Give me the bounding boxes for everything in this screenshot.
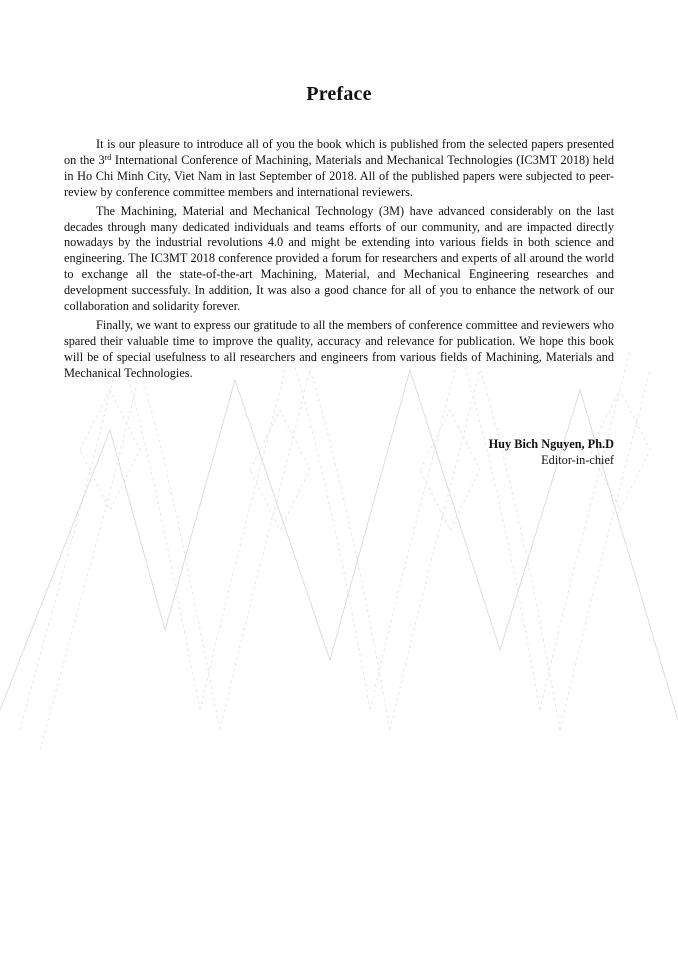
ordinal-superscript: rd xyxy=(104,152,112,162)
paragraph-3: Finally, we want to express our gratitude to all the members of conference committee and reviewers who spared their valuable time to improve the quality, accuracy and relevance for publication. We hope this book will be of special usefulness to all researchers and engineers from various fields of Machining, Materials and Mechanical Technologies. xyxy=(64,317,614,380)
paragraph-2: The Machining, Material and Mechanical Technology (3M) have advanced considerably on the last decades through many dedicated individuals and teams efforts of our community, and are impacted directly nowadays by the industrial revolutions 4.0 and might be extending into various fields in both science and engineering. The IC3MT 2018 conference provided a forum for researchers and experts of all around the world to exchange all the state-of-the-art Machining, Material, and Mechanical Engineering researches and development successfuly. In addition, It was also a good chance for all of you to enhance the network of our collaboration and solidarity forever. xyxy=(64,203,614,314)
preface-page xyxy=(64,82,614,468)
paragraph-1-part-b: International Conference of Machining, Materials and Mechanical Technologies (IC3MT 2018) held in Ho Chi Minh City, Viet Nam in last September of 2018. All of the published papers were subjected to peer-review by conference committee members and international reviewers. xyxy=(64,152,614,199)
signature-name: Huy Bich Nguyen, Ph.D xyxy=(488,436,614,451)
page-title: Preface xyxy=(306,83,372,105)
paragraph-1 xyxy=(64,137,614,201)
preface-body xyxy=(64,137,614,382)
signature-role: Editor-in-chief xyxy=(541,452,614,467)
paragraph-1-part-a: It is our pleasure to introduce all of you the book which is published from the selected papers presented on the 3 xyxy=(64,137,614,167)
signature-block xyxy=(64,436,614,468)
